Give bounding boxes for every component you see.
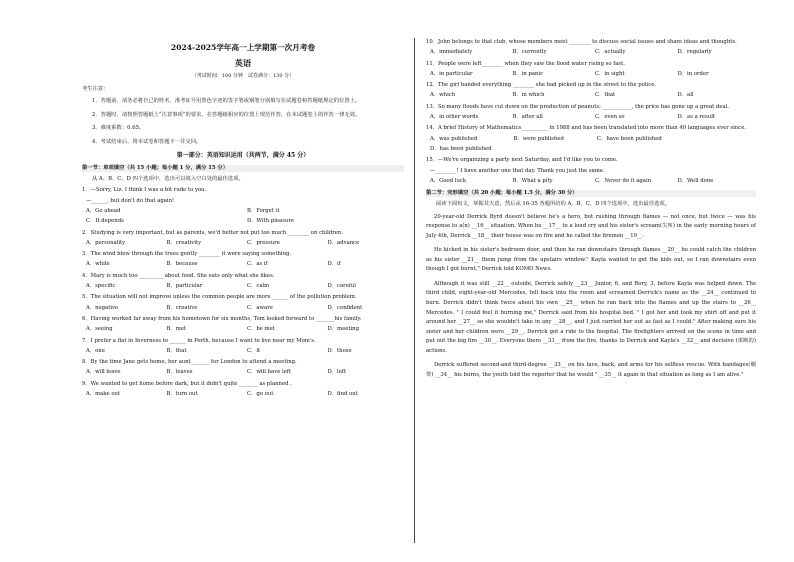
question-stem: 2．Studying is very important, but as parents, we'd better not put too much ________ on children. — [82, 229, 343, 236]
section2-instructions: 阅读下面短文，掌握其大意，然后从 16-35 各题所给的 A、B、C、D 四个选项中，选出最佳选项。 — [436, 201, 671, 208]
answer-option[interactable]: C．Never do it again — [595, 177, 652, 184]
answer-option[interactable]: C．It depends — [86, 218, 124, 225]
answer-option[interactable]: A．negative — [86, 304, 119, 311]
section2-title: 第二节：完形填空（共 20 小题；每小题 1.5 分，满分 30 分） — [426, 190, 756, 197]
question-continuation: —________! I have another one that day. Thank you just the same. — [430, 167, 605, 174]
answer-option[interactable]: B．after all — [512, 114, 543, 121]
answer-option[interactable]: D．meeting — [327, 326, 359, 333]
option-row — [426, 179, 756, 184]
question-stem: 6．Having worked far away from his hometown for six months, Tom looked forward to _______his family. — [82, 315, 362, 322]
answer-option[interactable]: D．confident — [327, 304, 363, 311]
option-row — [426, 137, 756, 142]
question-stem: 13．So many floods have cut down on the production of peanuts; ___________, the price has gone up a great deal. — [426, 103, 730, 110]
answer-option[interactable]: D．has been published — [430, 145, 492, 152]
question-stem: 9．We wanted to get home before dark, but it didn't quite _______ as planned . — [82, 380, 292, 387]
option-row — [82, 370, 404, 375]
answer-option[interactable]: B．in panic — [512, 70, 544, 77]
answer-option[interactable]: A．will leave — [86, 369, 121, 376]
answer-option[interactable]: B．that — [166, 347, 187, 354]
section1-title: 第一节：单项填空（共 15 小题；每小题 1 分，满分 15 分） — [82, 165, 404, 172]
answer-option[interactable]: A．seeing — [86, 326, 113, 333]
answer-option[interactable]: A．which — [430, 92, 456, 99]
answer-option[interactable]: B．What a pity — [512, 177, 553, 184]
answer-option[interactable]: C．even so — [595, 114, 625, 121]
answer-option[interactable]: D．as a result — [677, 114, 716, 121]
answer-option[interactable]: C．in sight — [595, 70, 625, 77]
question-continuation: —______, but don't do that again! — [86, 197, 175, 204]
answer-option[interactable]: C．go out — [247, 391, 274, 398]
note-item: 1．答题前，请务必将自己的姓名、准考证号用黑色字迹的签字笔或钢笔分别填写在试题卷和答题纸规定的位置上。 — [92, 98, 361, 105]
answer-option[interactable]: B．leaves — [166, 369, 193, 376]
option-row — [82, 241, 404, 246]
option-row — [82, 219, 404, 224]
answer-option[interactable]: D．careful — [327, 283, 356, 290]
question-stem: 7．I prefer a flat in Inverness to ______ in Perth, because I want to live near my Mom's. — [82, 337, 316, 344]
option-row — [426, 72, 756, 77]
question-stem: 1．—Sorry, Liz. I think I was a bit rude to you. — [82, 187, 207, 194]
answer-option[interactable]: A．while — [86, 261, 110, 268]
answer-option[interactable]: C．will have left — [247, 369, 291, 376]
answer-option[interactable]: D．those — [327, 347, 352, 354]
section1-instructions: 从 A、B、C、D 四个选项中，选出可以填入空白处的最佳选项。 — [92, 176, 244, 183]
answer-option[interactable]: A．Go ahead — [86, 207, 121, 214]
answer-option[interactable]: A．in other words — [430, 114, 479, 121]
answer-option[interactable]: B．creativity — [166, 239, 202, 246]
answer-option[interactable]: B．creative — [166, 304, 198, 311]
answer-option[interactable]: C．aware — [247, 304, 273, 311]
passage-paragraph: Derrick suffered second-and third-degree __33__ on his face, back, and arms for his selfless rescue. With bandages(绷带) __34__ his burns, the youth told the reporter that he would " __35__ it again in that situation as long as I am alive." — [426, 362, 756, 378]
answer-option[interactable]: B．in which — [512, 92, 545, 99]
notes-title: 考生注意： — [82, 85, 109, 92]
answer-option[interactable]: B．turn out — [166, 391, 198, 398]
answer-option[interactable]: D．regularly — [677, 49, 712, 56]
answer-option[interactable]: D．advance — [327, 239, 360, 246]
exam-subject: 英语 — [234, 57, 252, 68]
question-stem: 11．People were left________ when they saw the flood water rising so fast. — [426, 60, 625, 67]
option-row — [82, 284, 404, 289]
passage-paragraph: 20-year-old Derrick Byrd doesn't believe he's a hero, but rushing through flames — not once, but twice — was his response to a(n) __16__ situation. When he __17__ to a loud cry and his sister's scream(尖叫) in the early morning hours of July 4th, Derrick __18__ their house was on fire and he called the firemen __19__. — [426, 213, 756, 239]
option-row — [82, 262, 404, 267]
cloze-passage — [426, 213, 756, 381]
answer-option[interactable]: C．actually — [595, 49, 626, 56]
answer-option[interactable]: C．be met — [247, 326, 275, 333]
left-question-list — [82, 188, 404, 397]
option-row — [426, 93, 756, 98]
note-item: 2．答题时，请按照答题纸上“注意事项”的要求，在答题纸相应的位置上规范作答，在本试题卷上的作答一律无效。 — [92, 111, 361, 118]
option-row — [426, 147, 756, 152]
answer-option[interactable]: C．pressure — [247, 239, 280, 246]
option-row — [82, 306, 404, 311]
right-column — [426, 40, 756, 380]
answer-option[interactable]: C．as if — [247, 261, 268, 268]
passage-paragraph: Although it was still __22__ outside, Derrick safely __23__ Junior, 6, and Rory, 3, before Kayla was helped down. The third child, eight-year-old Mercedes, fell back into the room and screamed Derrick's name as the __24__ continued to burn. Derrick didn't think twice about his own __25__ when he ran back into the flames and up the stairs to __26__ Mercedes. " I could feel it burning me," Derrick said from his hospital bed. " I got her and took my shirt off and put it around her __27__ so she wouldn't take in any __28__, and I just carried her out as fast as I could." After making sure his sister and her children were __29__, Derrick got a ride to the hospital. The firefighters arrived on the scene in time and put out the big fire __30__. Everyone there __31__ from the fire, thanks to Derrick and Kayla's __32__ and decisive (果断的) actions. — [426, 280, 756, 354]
answer-option[interactable]: C．it — [247, 347, 261, 354]
answer-option[interactable]: B．particular — [166, 283, 203, 290]
answer-option[interactable]: C．have been published — [597, 135, 662, 142]
option-row — [82, 392, 404, 397]
answer-option[interactable]: D．in order — [677, 70, 709, 77]
answer-option[interactable]: B．currently — [512, 49, 547, 56]
exam-meta: （考试时间：100 分钟 试卷满分：130 分） — [191, 72, 295, 79]
answer-option[interactable]: B．because — [166, 261, 198, 268]
option-row — [82, 349, 404, 354]
answer-option[interactable]: D．if — [327, 261, 341, 268]
question-stem: 14．A brief History of Mathematics__________ in 1988 and has been translated into more than 40 languages ever since. — [426, 125, 747, 132]
answer-option[interactable]: B．were published — [513, 135, 564, 142]
answer-option[interactable]: A．was published — [430, 135, 478, 142]
note-item: 4．考试结束后，将本试卷和答题卡一并交回。 — [92, 139, 202, 146]
answer-option[interactable]: A．Good luck — [430, 177, 467, 184]
answer-option[interactable]: D．Well done — [677, 177, 714, 184]
answer-option[interactable]: C．calm — [247, 283, 270, 290]
question-stem: 4．Mary is much too _________ about food. She eats only what she likes. — [82, 272, 275, 279]
answer-option[interactable]: B．Forget it — [247, 207, 280, 214]
question-stem: 10．John belongs to that club, whose members meet ________ to discuss social issues and share ideas and thoughts. — [426, 39, 737, 45]
answer-option[interactable]: A．immediately — [430, 49, 473, 56]
option-row — [426, 50, 756, 55]
answer-option[interactable]: D．With pleasure — [247, 218, 294, 225]
option-row — [82, 209, 404, 214]
answer-option[interactable]: A．in particular — [430, 70, 473, 77]
note-item: 3．难度系数：0.65。 — [92, 125, 145, 132]
answer-option[interactable]: A．specific — [86, 283, 116, 290]
part1-title: 第一部分：英语知识运用（共两节，满分 45 分） — [176, 151, 310, 159]
passage-paragraph: He kicked in his sister's bedroom door, and then he ran downstairs through flames __20__ he could catch the children as his sister __21__ them jump from the upstairs window." Kayla wanted to get the kids out, so I ran downstairs even though I got burnt," Derrick told KOMO News. — [426, 247, 756, 273]
answer-option[interactable]: B．met — [166, 326, 186, 333]
question-stem: 12．The girl handed everything ________ she had picked up in the street to the police. — [426, 82, 657, 89]
answer-option[interactable]: D．find out — [327, 391, 358, 398]
answer-option[interactable]: A．personality — [86, 239, 126, 246]
answer-option[interactable]: C．that — [595, 92, 616, 99]
left-column — [82, 34, 404, 397]
exam-title: 2024-2025学年高一上学期第一次月考卷 — [170, 43, 316, 52]
right-question-list — [426, 40, 756, 184]
answer-option[interactable]: D．all — [677, 92, 694, 99]
option-row — [426, 115, 756, 120]
question-stem: 3．The wind blew through the trees gently ________ it were saying something. — [82, 251, 292, 258]
column-divider — [414, 38, 415, 543]
question-stem: 15．—We're organizing a party next Saturday, and I'd like you to come. — [426, 157, 618, 164]
question-stem: 8．By the time Jane gets home, her aunt_______ for London to attend a meeting. — [82, 359, 297, 366]
answer-option[interactable]: A．one — [86, 347, 105, 354]
answer-option[interactable]: D．left — [327, 369, 346, 376]
question-stem: 5．The situation will not improve unless the common people are more ______ of the pollution problem. — [82, 294, 357, 301]
option-row — [82, 327, 404, 332]
answer-option[interactable]: A．make out — [86, 391, 121, 398]
